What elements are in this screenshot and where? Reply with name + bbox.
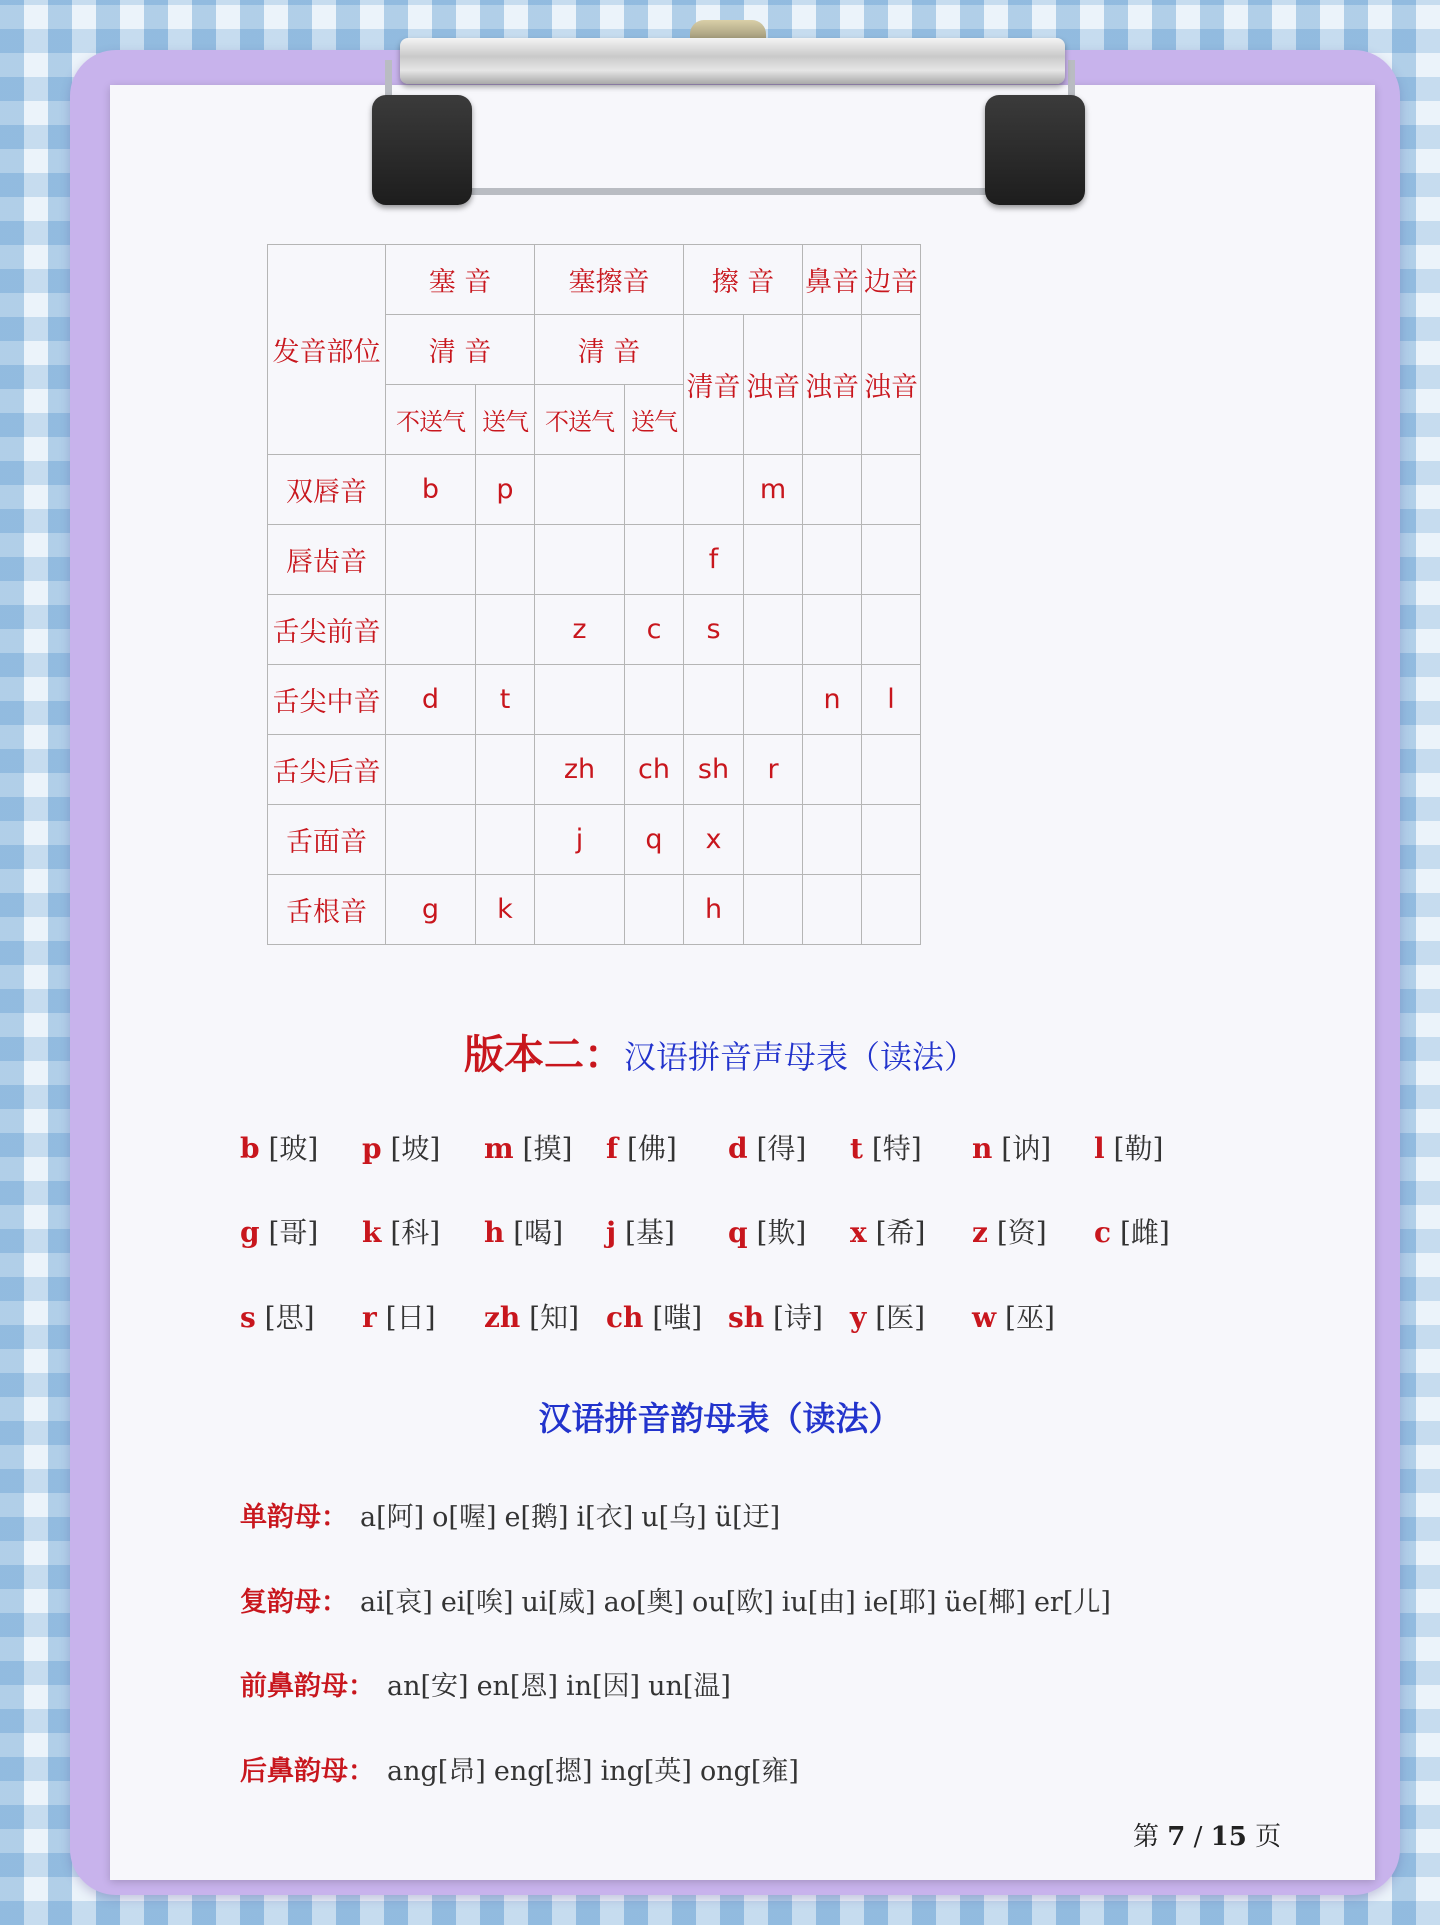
initials-row [240, 1211, 1216, 1251]
version2-title-red: 版本二： [463, 1031, 624, 1078]
table-cell: b [386, 455, 476, 525]
initials-row [240, 1127, 1216, 1167]
table-cell: d [386, 665, 476, 735]
finals-row [240, 1664, 739, 1703]
finals-row [240, 1495, 788, 1534]
initials-row [240, 1296, 1094, 1336]
initial-reading: [巫] [1005, 1301, 1055, 1334]
table-cell [803, 595, 862, 665]
initial-letter: j [606, 1216, 617, 1249]
initial-letter: z [972, 1216, 988, 1249]
initial-reading: [诗] [773, 1301, 823, 1334]
initial-letter: s [240, 1301, 256, 1334]
table-cell: ch [625, 735, 684, 805]
table-row [268, 665, 921, 735]
table-cell: h [684, 875, 744, 945]
table-cell: f [684, 525, 744, 595]
clip-bar [400, 38, 1065, 84]
initial-pair [240, 1211, 362, 1251]
initial-pair [484, 1211, 606, 1251]
table-cell: j [535, 805, 625, 875]
initial-reading: [科] [390, 1216, 441, 1249]
header-lateral: 边音 [862, 245, 921, 315]
initial-pair [484, 1127, 606, 1167]
table-cell [535, 875, 625, 945]
initial-letter: b [240, 1132, 260, 1165]
table-cell [535, 455, 625, 525]
table-cell [386, 525, 476, 595]
table-cell [862, 735, 921, 805]
initial-letter: p [362, 1132, 382, 1165]
finals-row [240, 1580, 1119, 1619]
table-row [268, 735, 921, 805]
final-item: ing[英] [600, 1756, 692, 1787]
final-item: in[因] [566, 1671, 641, 1702]
header-affricate: 塞擦音 [535, 245, 684, 315]
initial-pair [606, 1296, 728, 1336]
pager-suffix: 页 [1255, 1822, 1282, 1852]
initial-letter: h [484, 1216, 505, 1249]
table-row [268, 875, 921, 945]
table-cell [386, 595, 476, 665]
initial-letter: x [850, 1216, 867, 1249]
table-cell [744, 665, 803, 735]
initial-letter: t [850, 1132, 863, 1165]
row-header: 唇齿音 [268, 525, 386, 595]
header-plosive-voiceless: 清 音 [386, 315, 535, 385]
final-item: üe[椰] [944, 1587, 1026, 1618]
initial-reading: [医] [875, 1301, 926, 1334]
row-header: 舌尖中音 [268, 665, 386, 735]
table-cell [625, 525, 684, 595]
initial-letter: c [1094, 1216, 1112, 1249]
table-cell [684, 665, 744, 735]
table-row [268, 595, 921, 665]
table-cell: r [744, 735, 803, 805]
initial-reading: [思] [264, 1301, 315, 1334]
header-plosive: 塞 音 [386, 245, 535, 315]
table-cell: c [625, 595, 684, 665]
table-cell [744, 875, 803, 945]
table-cell: x [684, 805, 744, 875]
table-cell: s [684, 595, 744, 665]
initial-letter: w [972, 1301, 997, 1334]
final-item: e[鹅] [504, 1502, 569, 1533]
final-item: ü[迂] [714, 1502, 781, 1533]
table-cell [744, 805, 803, 875]
initial-reading: [知] [529, 1301, 580, 1334]
initial-reading: [嗤] [652, 1301, 703, 1334]
clip-right-foot [985, 95, 1085, 205]
table-cell [862, 525, 921, 595]
table-row [268, 455, 921, 525]
initial-letter: r [362, 1301, 377, 1334]
initial-pair [1094, 1211, 1216, 1251]
initial-letter: k [362, 1216, 382, 1249]
initial-letter: l [1094, 1132, 1105, 1165]
initial-pair [362, 1211, 484, 1251]
table-cell [803, 875, 862, 945]
final-item: ao[奥] [603, 1587, 685, 1618]
table-cell: n [803, 665, 862, 735]
table-cell [625, 665, 684, 735]
table-cell [803, 455, 862, 525]
initial-letter: zh [484, 1301, 521, 1334]
header-lateral-voiced: 浊音 [862, 315, 921, 455]
initial-pair [1094, 1127, 1216, 1167]
table-cell: z [535, 595, 625, 665]
table-corner-label: 发音部位 [268, 245, 386, 455]
initial-reading: [特] [871, 1132, 922, 1165]
final-item: ong[雍] [699, 1756, 799, 1787]
initial-pair [240, 1127, 362, 1167]
initial-letter: f [606, 1132, 619, 1165]
header-nasal-voiced: 浊音 [803, 315, 862, 455]
final-item: an[安] [387, 1671, 469, 1702]
initial-pair [240, 1296, 362, 1336]
final-item: un[温] [648, 1671, 731, 1702]
header-unaspirated-1: 不送气 [386, 385, 476, 455]
header-affricate-voiceless: 清 音 [535, 315, 684, 385]
clip-left-foot [372, 95, 472, 205]
header-nasal: 鼻音 [803, 245, 862, 315]
initial-reading: [佛] [626, 1132, 677, 1165]
table-cell [535, 665, 625, 735]
table-cell: k [476, 875, 535, 945]
table-cell: g [386, 875, 476, 945]
table-cell [684, 455, 744, 525]
final-item: ai[哀] [360, 1587, 433, 1618]
initial-pair [728, 1296, 850, 1336]
initial-pair [972, 1211, 1094, 1251]
final-item: ang[昂] [387, 1756, 486, 1787]
table-cell: t [476, 665, 535, 735]
initial-pair [728, 1127, 850, 1167]
initial-pair [606, 1211, 728, 1251]
finals-label: 后鼻韵母： [240, 1756, 375, 1787]
initial-letter: g [240, 1216, 260, 1249]
row-header: 双唇音 [268, 455, 386, 525]
initial-reading: [基] [625, 1216, 675, 1249]
table-cell [476, 595, 535, 665]
page-indicator [1133, 1816, 1281, 1853]
initial-letter: q [728, 1216, 748, 1249]
table-cell [803, 735, 862, 805]
initial-pair [972, 1127, 1094, 1167]
row-header: 舌尖后音 [268, 735, 386, 805]
table-cell [625, 875, 684, 945]
table-cell [803, 525, 862, 595]
pager-sep: / [1193, 1822, 1203, 1852]
header-fricative-voiceless: 清音 [684, 315, 744, 455]
pager-total: 15 [1210, 1822, 1247, 1852]
initial-pair [850, 1296, 972, 1336]
initial-reading: [哥] [268, 1216, 319, 1249]
initial-reading: [日] [385, 1301, 436, 1334]
pager-current: 7 [1167, 1822, 1186, 1852]
initial-reading: [勒] [1113, 1132, 1164, 1165]
table-cell [862, 875, 921, 945]
consonant-table [267, 244, 921, 945]
table-cell [386, 735, 476, 805]
header-fricative-voiced: 浊音 [744, 315, 803, 455]
row-header: 舌根音 [268, 875, 386, 945]
version2-title [0, 1023, 1440, 1080]
initial-letter: n [972, 1132, 993, 1165]
table-cell [744, 595, 803, 665]
row-header: 舌面音 [268, 805, 386, 875]
table-cell: q [625, 805, 684, 875]
table-cell [476, 805, 535, 875]
initial-pair [362, 1296, 484, 1336]
table-cell: p [476, 455, 535, 525]
table-cell: l [862, 665, 921, 735]
table-cell [862, 455, 921, 525]
table-cell [862, 595, 921, 665]
initial-reading: [希] [875, 1216, 926, 1249]
table-cell [386, 805, 476, 875]
initial-reading: [玻] [268, 1132, 319, 1165]
initial-letter: y [850, 1301, 867, 1334]
initial-pair [484, 1296, 606, 1336]
initial-letter: d [728, 1132, 748, 1165]
header-unaspirated-2: 不送气 [535, 385, 625, 455]
table-row [268, 525, 921, 595]
initial-letter: m [484, 1132, 514, 1165]
header-aspirated-2: 送气 [625, 385, 684, 455]
initial-letter: sh [728, 1301, 765, 1334]
table-cell [625, 455, 684, 525]
finals-label: 前鼻韵母： [240, 1671, 375, 1702]
initial-letter: ch [606, 1301, 644, 1334]
finals-row [240, 1749, 807, 1788]
table-cell [803, 805, 862, 875]
initial-reading: [欺] [756, 1216, 807, 1249]
final-item: ui[威] [521, 1587, 596, 1618]
table-cell: m [744, 455, 803, 525]
header-aspirated-1: 送气 [476, 385, 535, 455]
initial-reading: [坡] [390, 1132, 441, 1165]
table-cell [862, 805, 921, 875]
final-item: ie[耶] [863, 1587, 937, 1618]
table-cell: zh [535, 735, 625, 805]
initial-pair [362, 1127, 484, 1167]
final-item: er[儿] [1033, 1587, 1111, 1618]
pager-prefix: 第 [1133, 1822, 1160, 1852]
finals-label: 复韵母： [240, 1587, 348, 1618]
initial-reading: [讷] [1001, 1132, 1052, 1165]
initial-pair [606, 1127, 728, 1167]
table-cell [476, 525, 535, 595]
finals-label: 单韵母： [240, 1502, 348, 1533]
final-item: i[衣] [576, 1502, 634, 1533]
header-fricative: 擦 音 [684, 245, 803, 315]
final-item: ei[唉] [440, 1587, 514, 1618]
initial-pair [850, 1211, 972, 1251]
final-item: en[恩] [476, 1671, 558, 1702]
final-item: ou[欧] [692, 1587, 774, 1618]
table-cell [744, 525, 803, 595]
final-item: a[阿] [360, 1502, 425, 1533]
row-header: 舌尖前音 [268, 595, 386, 665]
initial-pair [850, 1127, 972, 1167]
initial-reading: [摸] [522, 1132, 573, 1165]
table-row [268, 805, 921, 875]
final-item: iu[由] [781, 1587, 856, 1618]
initial-reading: [喝] [513, 1216, 564, 1249]
initial-pair [972, 1296, 1094, 1336]
version2-title-blue: 汉语拼音声母表（读法） [623, 1038, 976, 1076]
initial-reading: [资] [996, 1216, 1047, 1249]
table-cell: sh [684, 735, 744, 805]
final-item: o[喔] [432, 1502, 497, 1533]
table-cell [476, 735, 535, 805]
finals-title: 汉语拼音韵母表（读法） [538, 1399, 902, 1438]
initial-reading: [雌] [1119, 1216, 1170, 1249]
initial-pair [728, 1211, 850, 1251]
table-cell [535, 525, 625, 595]
final-item: u[乌] [641, 1502, 707, 1533]
initial-reading: [得] [756, 1132, 807, 1165]
final-item: eng[摁] [493, 1756, 593, 1787]
